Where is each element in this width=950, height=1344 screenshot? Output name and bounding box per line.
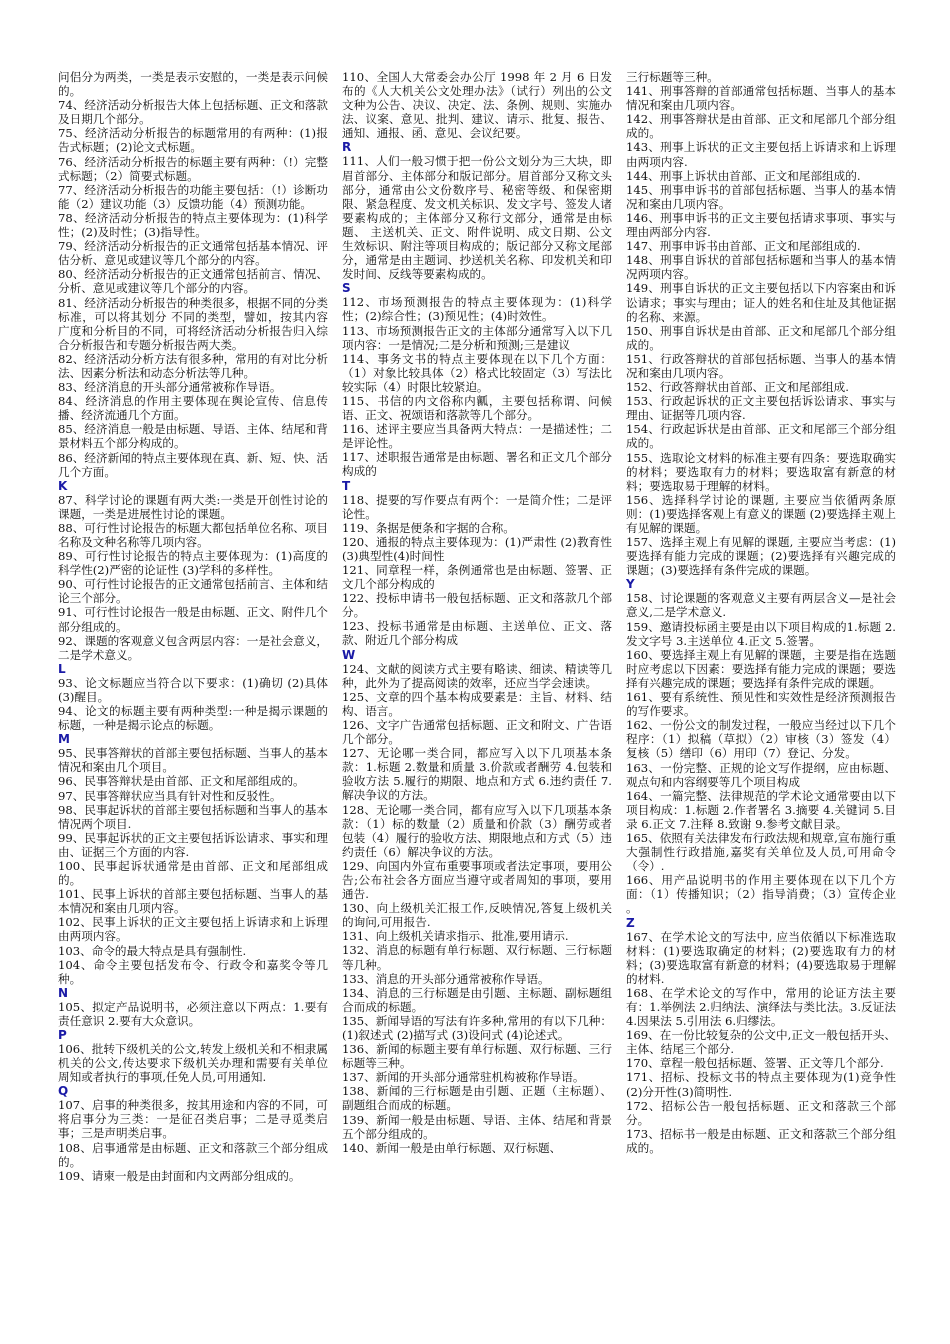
qa-item: 146、刑事申诉书的正文主要包括请求事项、事实与理由两部分内容. xyxy=(626,210,896,240)
qa-item: 118、提要的写作要点有两个：一是简介性；二是评论性。 xyxy=(342,492,612,521)
qa-item: 173、招标书一般是由标题、正文和落款三个部分组成的。 xyxy=(626,1126,896,1155)
section-letter: M xyxy=(58,732,70,747)
qa-item: 142、刑事答辩状是由首部、正文和尾部几个部分组成的。 xyxy=(626,112,896,141)
qa-item: 85、经济消息一般是由标题、导语、主体、结尾和背景材料五个部分构成的。 xyxy=(58,422,328,451)
qa-item: 133、消息的开头部分通常被称作导语。 xyxy=(342,971,550,986)
qa-item: 150、刑事自诉状是由首部、正文和尾部几个部分组成的。 xyxy=(626,323,896,352)
qa-item: 119、条据是便条和字据的合称。 xyxy=(342,520,515,535)
qa-item: 90、可行性讨论报告的正文通常包括前言、主体和结论三个部分。 xyxy=(58,577,328,606)
column-middle xyxy=(342,70,612,1330)
qa-item: 100、民事起诉状通常是由首部、正文和尾部组成的。 xyxy=(58,858,328,888)
qa-item: 76、经济活动分析报告的标题主要有两种：（!）完整式标题；（2）简要式标题。 xyxy=(58,154,328,183)
section-letter: Y xyxy=(626,577,635,592)
qa-item: 116、述评主要应当具备两大特点：一是描述性；二是评论性。 xyxy=(342,422,612,451)
qa-item: 170、章程一般包括标题、签署、正文等几个部分. xyxy=(626,1056,884,1071)
qa-item: 135、新闻导语的写法有许多种,常用的有以下几种：(1)叙述式 (2)描写式 (3)设问式 (4)论述式。 xyxy=(342,1013,612,1042)
qa-item: 157、选择主观上有见解的课题, 主要应当考虑：(1)要选择有能力完成的课题；(2)要选择有兴趣完成的课题；(3)要选择有条件完成的课题。 xyxy=(626,535,896,578)
qa-item: 107、启事的种类很多，按其用途和内容的不同，可将启事分为三类：一是征召类启事；二是寻觅类启事；三是声明类启事。 xyxy=(58,1098,328,1141)
section-letter: W xyxy=(342,647,356,662)
qa-item: 83、经济消息的开头部分通常被称作导语。 xyxy=(58,380,282,395)
qa-item: 88、可行性讨论报告的标题大都包括单位名称、项目名称及文种名称等几项内容。 xyxy=(58,520,328,549)
qa-item: 165、依照有关法律发布行政法规和规章,宣布施行重大强制性行政措施,嘉奖有关单位及人员,可用命令（令）. xyxy=(626,830,896,874)
qa-item: 80、经济活动分析报告的正文通常包括前言、情况、分析、意见或建议等几个部分的内容。 xyxy=(58,267,328,296)
qa-item: 74、经济活动分析报告大体上包括标题、正文和落款及日期几个部分。 xyxy=(58,98,328,127)
qa-item: 134、消息的三行标题是由引题、主标题、副标题组合而成的标题。 xyxy=(342,985,612,1014)
qa-item: 128、无论哪一类合同，都有应写入以下几项基本条款：（1）标的数量（2）质量和价款（3）酬劳或者包装（4）履行的验收方法、期限地点和方式（5）违约责任（6）解决争议的方法。 xyxy=(342,802,612,859)
qa-item: 153、行政起诉状的正文主要包括诉讼请求、事实与理由、证据等几项内容. xyxy=(626,394,896,423)
qa-item: 78、经济活动分析报告的特点主要体现为：(1)科学性；(2)及时性；(3)指导性。 xyxy=(58,210,328,240)
qa-item: 84、经济消息的作用主要体现在舆论宣传、信息传播、经济流通几个方面。 xyxy=(58,394,328,423)
qa-item: 151、行政答辩状的首部包括标题、当事人的基本情况和案由几项内容。 xyxy=(626,351,896,380)
qa-item: 152、行政答辩状由首部、正文和尾部组成. xyxy=(626,380,849,395)
qa-item: 137、新闻的开头部分通常驻机构被称作导语。 xyxy=(342,1070,585,1085)
qa-item: 121、同章程一样，条例通常也是由标题、签署、正文几个部分构成的 xyxy=(342,563,612,592)
qa-item: 141、刑事答辩的首部通常包括标题、当事人的基本情况和案由几项内容。 xyxy=(626,84,896,113)
qa-item: 140、新闻一般是由单行标题、双行标题、 xyxy=(342,1140,562,1155)
qa-item: 132、消息的标题有单行标题、双行标题、三行标题等几种。 xyxy=(342,943,612,972)
qa-item: 156、选择科学讨论的课题, 主要应当依循两条原则：(1)要选择客观上有意义的课题 (2)要选择主观上有见解的课题。 xyxy=(626,492,896,535)
qa-item: 112、市场预测报告的特点主要体现为：(1)科学性；(2)综合性；(3)预见性；(4)时效性。 xyxy=(342,295,612,324)
qa-item: 114、事务文书的特点主要体现在以下几个方面：（1）对象比较具体（2）格式比较固定（3）写法比较实际（4）时限比较紧迫。 xyxy=(342,351,612,394)
qa-item: 138、新闻的三行标题是由引题、正题（主标题）、副题组合而成的标题。 xyxy=(342,1084,612,1113)
qa-item: 162、一份公文的制发过程，一般应当经过以下几个程序：（1）拟稿（草拟）（2）审核（3）签发（4）复核（5）缮印（6）用印（7）登记、分发。 xyxy=(626,718,896,761)
qa-item: 168、在学术论文的写作中，常用的论证方法主要有：1.举例法 2.归纳法、演绎法与类比法。3.反证法 4.因果法 5.引用法 6.归缪法。 xyxy=(626,985,896,1029)
section-letter: T xyxy=(342,478,351,493)
qa-item: 161、要有系统性、预见性和实效性是经济预测报告的写作要求。 xyxy=(626,690,896,719)
qa-item: 171、招标、投标文书的特点主要体现为(1)竞争性(2)分开性(3)简明性. xyxy=(626,1070,896,1099)
section-letter: L xyxy=(58,661,66,676)
qa-item: 143、刑事上诉状的正文主要包括上诉请求和上诉理由两项内容. xyxy=(626,140,896,169)
section-letter: S xyxy=(342,281,351,296)
qa-item: 125、文章的四个基本构成要素是：主旨、材料、结构、语言。 xyxy=(342,689,612,718)
qa-item: 166、用产品说明书的作用主要体现在以下几个方面：（1）传播知识；（2）指导消费；（3）宣传企业 。 xyxy=(626,873,896,916)
qa-item: 109、请柬一般是由封面和内文两部分组成的。 xyxy=(58,1168,301,1183)
qa-item: 158、讨论课题的客观意义主要有两层含义—是社会意义,二是学术意义. xyxy=(626,591,896,620)
qa-item: 147、刑事申诉书由首部、正文和尾部组成的. xyxy=(626,239,861,254)
qa-item: 问侣分为两类，一类是表示安慰的，一类是表示问候的。 xyxy=(58,70,328,99)
qa-item: 113、市场预测报告正文的主体部分通常写入以下几项内容：一是情况;二是分析和预测;三是建议 xyxy=(342,323,612,352)
column-left xyxy=(58,70,328,1330)
qa-item: 124、文献的阅读方式主要有略读、细读、精读等几种，此外为了提高阅读的效率，还应当学会速读。 xyxy=(342,661,612,690)
qa-item: 97、民事答辩状应当具有针对性和反驳性。 xyxy=(58,788,282,803)
qa-item: 145、刑事申诉书的首部包括标题、当事人的基本情况和案由几项内容。 xyxy=(626,182,896,211)
qa-item: 120、通报的特点主要体现为：(1)严肃性 (2)教育性(3)典型性(4)时间性 xyxy=(342,534,612,563)
qa-item: 122、投标申请书一般包括标题、正文和落款几个部分。 xyxy=(342,591,612,620)
qa-item: 98、民事起诉状的首部主要包括标题和当事人的基本情况两个项目. xyxy=(58,802,328,831)
column-right xyxy=(626,70,896,1330)
qa-item: 99、民事起诉状的正文主要包括诉讼请求、事实和理由、证据三个方面的内容. xyxy=(58,830,328,859)
qa-item: 102、民事上诉状的正文主要包括上诉请求和上诉理由两项内容。 xyxy=(58,915,328,944)
qa-item: 106、批转下级机关的公文,转发上级机关和不相隶属机关的公文,传达要求下级机关办理和需要有关单位周知或者执行的事项,任免人员,可用通知. xyxy=(58,1042,328,1085)
qa-item: 172、招标公告一般包括标题、正文和落款三个部分。 xyxy=(626,1098,896,1127)
qa-item: 95、民事答辩状的首部主要包括标题、当事人的基本情况和案由几个项目。 xyxy=(58,746,328,775)
qa-item: 105、拟定产品说明书，必须注意以下两点：1.要有责任意识 2.要有大众意识。 xyxy=(58,999,328,1028)
qa-item: 82、经济活动分析方法有很多种，常用的有对比分析法、因素分析法和动态分析法等几种。 xyxy=(58,351,328,380)
qa-item: 159、邀请投标函主要是由以下项目构成的1.标题 2.发文字号 3.主送单位 4.正文 5.签署。 xyxy=(626,619,896,648)
qa-item: 160、要选择主观上有见解的课题，主要是指在选题时应考虑以下因素：要选择有能力完成的课题；要选择有兴趣完成的课题；要选择有条件完成的课题。 xyxy=(626,647,896,690)
qa-item: 86、经济新闻的特点主要体现在真、新、短、快、活几个方面。 xyxy=(58,450,328,479)
qa-item: 104、命令主要包括发布令、行政令和嘉奖令等几种。 xyxy=(58,957,328,986)
qa-item: 111、人们一般习惯于把一份公文划分为三大块，即眉首部分、主体部分和版记部分。眉首部分又称文头部分，通常由公文份数序号、秘密等级、和保密期限、紧急程度、发文机关标识、发文字号、签发人诸要素构成的；主体部分又称行文部分，通常是由标题、 主送机关、正文、附件说明、成文日期、公文生效标识、附注等项目构成的；版记部分又称文尾部分，通常是由主题词、抄送机关名称、印发机关和印发时间、反线等要素构成的。 xyxy=(342,154,612,282)
qa-item: 148、刑事自诉状的首部包括标题和当事人的基本情况两项内容。 xyxy=(626,253,896,282)
qa-item: 81、经济活动分析报告的种类很多，根据不同的分类标准，可以将其划分 不同的类型，譬如，按其内容广度和分析目的不同，可将经济活动分析报告归入综合分析报告和专题分析报告两大类。 xyxy=(58,295,328,352)
qa-item: 101、民事上诉状的首部主要包括标题、当事人的基本情况和案由几项内容。 xyxy=(58,887,328,916)
qa-item: 130、向上级机关汇报工作,反映情况,答复上级机关的询问,可用报告. xyxy=(342,901,612,930)
qa-item: 93、论文标题应当符合以下要求：(1)确切 (2)具体(3)醒目。 xyxy=(58,675,328,704)
section-letter: N xyxy=(58,985,69,1000)
qa-item: 169、在一份比较复杂的公文中,正文一般包括开头、主体、结尾三个部分. xyxy=(626,1028,896,1057)
qa-item: 94、论文的标题主要有两种类型:一种是揭示课题的标题，一种是揭示论点的标题。 xyxy=(58,704,328,733)
qa-item: 129、向国内外宣布重要事项或者法定事项，要用公告;公布社会各方面应当遵守或者周知的事项，要用通告. xyxy=(342,858,612,902)
section-letter: K xyxy=(58,478,68,493)
qa-item: 155、选取论文材料的标准主要有四条：要选取确实的材料；要选取有力的材料；要选取富有新意的材料；要选取易于理解的材料。 xyxy=(626,450,896,493)
qa-item: 123、投标书通常是由标题、主送单位、正文、落款、附近几个部分构成 xyxy=(342,619,612,648)
qa-item: 154、行政起诉状是由首部、正文和尾部三个部分组成的。 xyxy=(626,422,896,451)
qa-item: 87、科学讨论的课题有两大类:一类是开创性讨论的课题，一类是进展性讨论的课题。 xyxy=(58,492,328,521)
document-page xyxy=(58,70,896,1330)
qa-item: 131、向上级机关请求指示、批准,要用请示. xyxy=(342,929,569,944)
qa-item: 139、新闻一般是由标题、导语、主体、结尾和背景五个部分组成的。 xyxy=(342,1112,612,1141)
qa-item: 164、一篇完整、法律规范的学术论文通常要由以下项目构成：1.标题 2.作者署名 3.摘要 4.关键词 5.目录 6.正文 7.注释 8.致谢 9.参考文献目录。 xyxy=(626,788,896,831)
section-letter: Z xyxy=(626,915,635,930)
qa-item: 92、课题的客观意义包含两层内容：一是社会意义，二是学术意义。 xyxy=(58,633,328,662)
qa-item: 77、经济活动分析报告的功能主要包括：（!）诊断功能（2）建议功能（3）反馈功能（4）预测功能。 xyxy=(58,182,328,211)
qa-item: 91、可行性讨论报告一般是由标题、正文、附件几个部分组成的。 xyxy=(58,605,328,634)
qa-item: 127、无论哪一类合同，都应写入以下几项基本条款：1.标题 2.数量和质量 3.价款或者酬劳 4.包装和验收方法 5.履行的期限、地点和方式 6.违约责任 7.解决争议的方法。 xyxy=(342,746,612,803)
qa-item: 115、书信的内文俗称内瓤，主要包括称谓、问候语、正文、祝颂语和落款等几个部分。 xyxy=(342,393,612,423)
qa-item: 103、命令的最大特点是具有强制性. xyxy=(58,943,247,958)
section-letter: R xyxy=(342,140,352,155)
qa-item: 108、启事通常是由标题、正文和落款三个部分组成的。 xyxy=(58,1140,328,1169)
qa-item: 三行标题等三种。 xyxy=(626,70,719,84)
qa-item: 110、全国人大常委会办公厅 1998 年 2 月 6 日发布的《人大机关公文处理办法》（试行）列出的公文文种为公告、决议、决定、法、条例、规则、实施办法、议案、意见、批判、建议、请示、批复、报告、通知、通报、函、意见、会议纪要。 xyxy=(342,70,612,141)
qa-item: 163、一份完整、正规的论文写作提纲，应由标题、观点句和内容纲要等几个项目构成 xyxy=(626,760,896,789)
section-letter: P xyxy=(58,1028,67,1042)
qa-item: 96、民事答辩状是由首部、正文和尾部组成的。 xyxy=(58,774,305,789)
qa-item: 144、刑事上诉状由首部、正文和尾部组成的. xyxy=(626,168,861,183)
qa-item: 75、经济活动分析报告的标题常用的有两种：(1)报告式标题；(2)论文式标题。 xyxy=(58,126,328,155)
section-letter: Q xyxy=(58,1084,69,1099)
qa-item: 117、述职报告通常是由标题、署名和正文几个部分构成的 xyxy=(342,450,612,479)
qa-item: 89、可行性讨论报告的特点主要体现为：(1)高度的科学性(2)严密的论证性 (3)学科的多样性。 xyxy=(58,549,328,578)
qa-item: 149、刑事自诉状的正文主要包括以下内容案由和诉讼请求；事实与理由；证人的姓名和住址及其他证据的名称、来源。 xyxy=(626,281,896,324)
qa-item: 79、经济活动分析报告的正文通常包括基本情况、评估分析、意见或建议等几个部分的内容。 xyxy=(58,239,328,268)
qa-item: 167、在学术论文的写法中, 应当依循以下标准选取材料：(1)要选取确定的材料；(2)要选取有力的材料；(3)要选取富有新意的材料；(4)要选取易于理解的材料. xyxy=(626,929,896,986)
qa-item: 126、文字广告通常包括标题、正文和附文、广告语几个部分。 xyxy=(342,717,612,747)
qa-item: 136、新闻的标题主要有单行标题、双行标题、三行标题等三种。 xyxy=(342,1042,612,1071)
